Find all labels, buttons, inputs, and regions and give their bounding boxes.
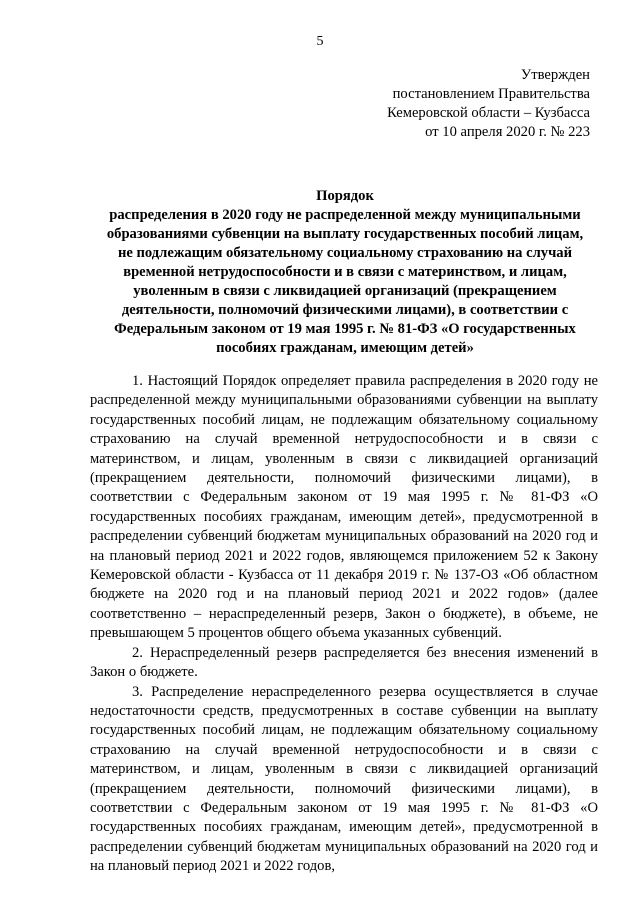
title-line: временной нетрудоспособности и в связи с материнством, и лицам, [123, 264, 567, 280]
paragraph-3: 3. Распределение нераспределенного резерва осуществляется в случае недостаточности средств, предусмотренных в составе субвенции на выплату государственных пособий лицам, не подлежащим обязательному социальному страхованию на случай временной нетрудоспособности и в связи с материнством, и лицам, уволенным в связи с ликвидацией организаций (прекращением деятельности, полномочий физическими лицами), в соответствии с Федеральным законом от 19 мая 1995 г. № 81-ФЗ «О государственных пособиях гражданам, имеющим детей», предусмотренной в распределении субвенций бюджетам муниципальных образований на 2020 год и на плановый период 2021 и 2022 годов, [90, 683, 598, 875]
title-line: не подлежащим обязательному социальному страхованию на случай [117, 245, 573, 261]
approval-line: постановлением Правительства [392, 86, 590, 102]
title-line: пособиях гражданам, имеющим детей» [216, 340, 474, 356]
approval-stamp [330, 66, 590, 142]
approval-line: Утвержден [520, 67, 590, 83]
title-line: Федеральным законом от 19 мая 1995 г. № 81-ФЗ «О государственных [114, 321, 576, 337]
title-line: уволенным в связи с ликвидацией организаций (прекращением [133, 283, 557, 299]
title-line: деятельности, полномочий физическими лицами), в соответствии с [121, 302, 569, 318]
approval-line: от 10 апреля 2020 г. № 223 [425, 124, 590, 140]
title-line: распределения в 2020 году не распределенной между муниципальными [109, 207, 581, 223]
page-number: 5 [316, 34, 324, 49]
title-line: образованиями субвенции на выплату государственных пособий лицам, [106, 226, 584, 242]
title-heading: Порядок [316, 188, 374, 204]
document-body [90, 372, 598, 877]
paragraph-2: 2. Нераспределенный резерв распределяется без внесения изменений в Закон о бюджете. [90, 644, 598, 681]
approval-line: Кемеровской области – Кузбасса [387, 105, 590, 121]
paragraph-1: 1. Настоящий Порядок определяет правила распределения в 2020 году не распределенной между муниципальными образованиями субвенции на выплату государственных пособий лицам, не подлежащим обязательному социальному страхованию на случай временной нетрудоспособности и в связи с материнством, и лицам, уволенным в связи с ликвидацией организаций (прекращением деятельности, полномочий физическими лицами), в соответствии с Федеральным законом от 19 мая 1995 г. № 81-ФЗ «О государственных пособиях гражданам, имеющим детей», предусмотренной в распределении субвенций бюджетам муниципальных образований на 2020 год и на плановый период 2021 и 2022 годов, являющемся приложением 52 к Закону Кемеровской области - Кузбасса от 11 декабря 2019 г. № 137-ОЗ «Об областном бюджете на 2020 год и на плановый период 2021 и 2022 годов» (далее соответственно – нераспределенный резерв, Закон о бюджете), в объеме, не превышающем 5 процентов общего объема указанных субвенций. [90, 373, 598, 642]
document-title [90, 187, 600, 358]
